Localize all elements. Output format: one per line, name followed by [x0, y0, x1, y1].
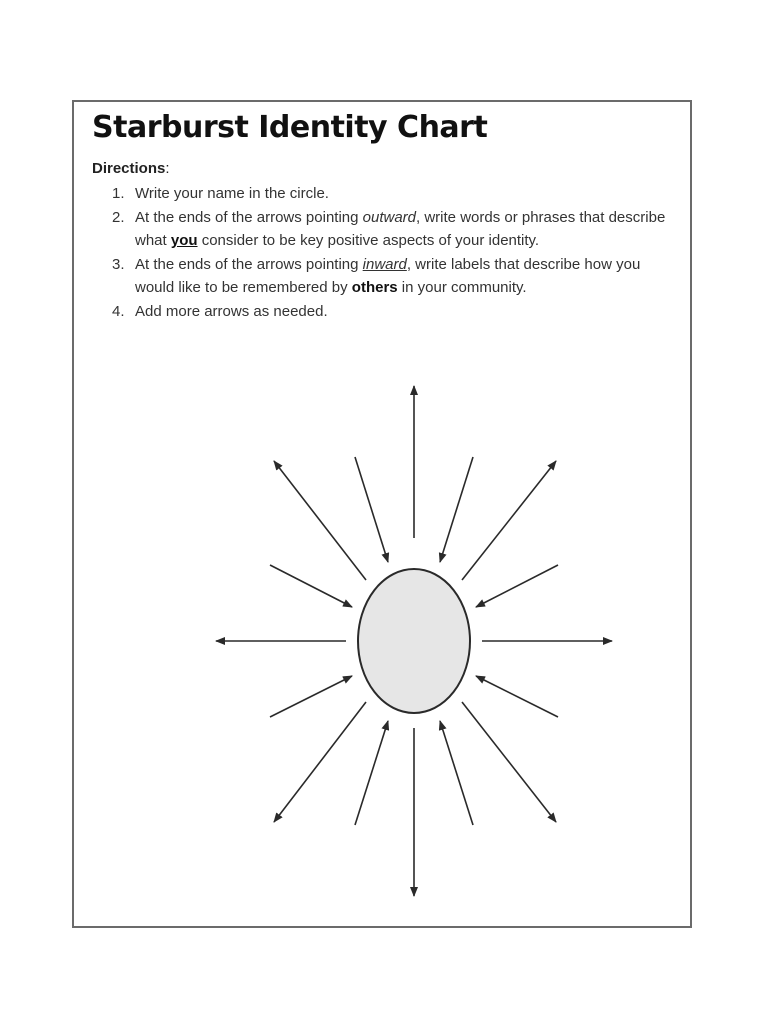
step-text: Write your name in the circle. — [135, 185, 329, 202]
step-number: 1. — [112, 185, 125, 202]
emphasis-inward: inward — [362, 255, 407, 273]
inward-arrow-right-upper — [476, 565, 558, 607]
step-text: consider to be key positive aspects of your identity. — [197, 232, 540, 249]
inward-arrow-top-right — [440, 457, 473, 562]
inward-arrow-left-upper — [270, 565, 352, 607]
outward-arrow-down-right — [462, 702, 556, 822]
step-number: 2. — [112, 208, 125, 226]
step-text: At the ends of the arrows pointing — [135, 208, 363, 226]
outward-arrow-up-right — [462, 461, 556, 580]
step-text: At the ends of the arrows pointing — [135, 255, 363, 273]
emphasis-others: others — [351, 279, 398, 296]
step-number: 4. — [112, 302, 125, 320]
outward-arrow-up-left — [274, 461, 366, 580]
inward-arrow-left-lower — [270, 676, 352, 717]
inward-arrow-right-lower — [476, 676, 558, 717]
directions-label: Directions — [92, 160, 166, 177]
step-text: , write labels that describe how you would like to be remembered by — [135, 255, 641, 296]
step-text: Add more arrows as needed. — [135, 302, 328, 320]
emphasis-outward: outward — [362, 208, 417, 226]
directions-colon: : — [165, 160, 170, 177]
inward-arrow-bottom-right — [440, 721, 473, 825]
step-number: 3. — [112, 255, 125, 273]
page-title: Starburst Identity Chart — [92, 110, 488, 145]
inward-arrow-bottom-left — [355, 721, 388, 825]
step-text: in your community. — [397, 279, 527, 296]
inward-arrow-top-left — [355, 457, 388, 562]
outward-arrow-down-left — [274, 702, 366, 822]
emphasis-you: you — [170, 232, 198, 249]
step-text: , write words or phrases that describe what — [135, 208, 666, 249]
name-circle[interactable] — [358, 569, 470, 713]
